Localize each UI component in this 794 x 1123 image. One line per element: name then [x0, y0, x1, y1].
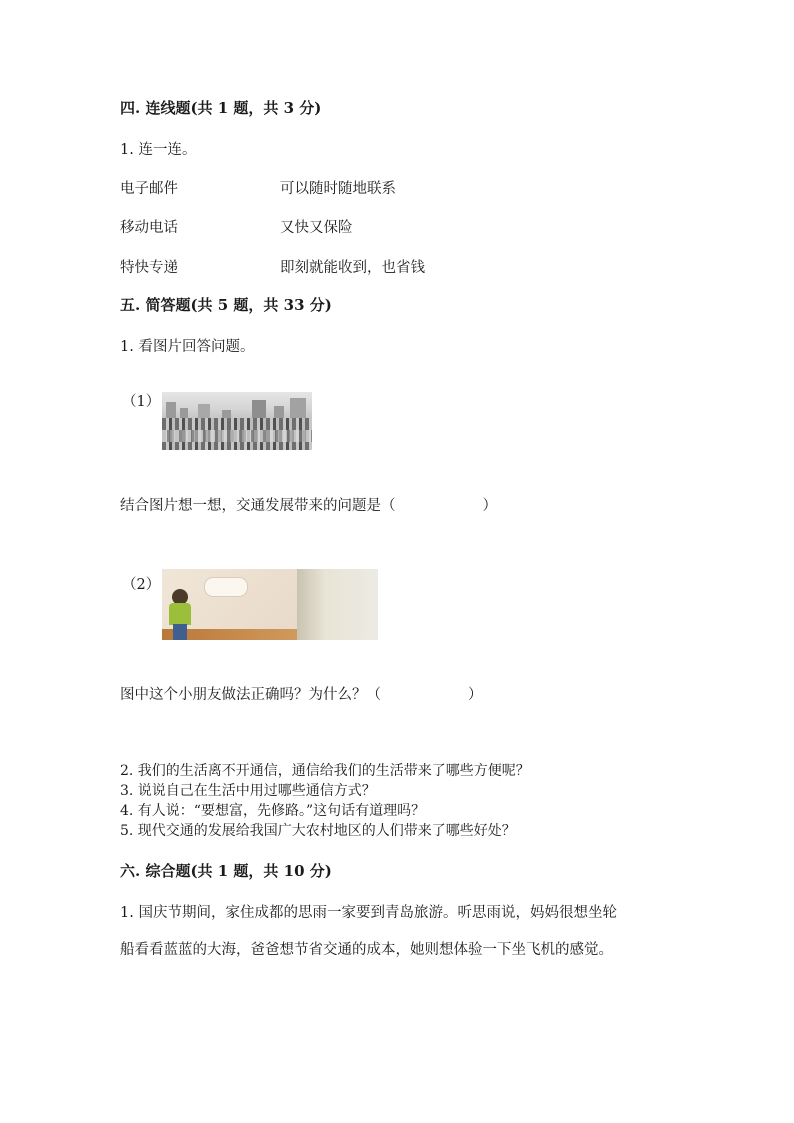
section4-question-1: 1. 连一连。: [120, 142, 197, 158]
section4-title: 四. 连线题(共 1 题，共 3 分): [120, 99, 322, 117]
section5-question-2: 2. 我们的生活离不开通信，通信给我们的生活带来了哪些方便呢？: [120, 763, 530, 779]
section6-question-1-line2: 船看看蓝蓝的大海，爸爸想节省交通的成本，她则想体验一下坐飞机的感觉。: [120, 942, 613, 958]
section5-title: 五. 简答题(共 5 题，共 33 分): [120, 296, 332, 314]
section6-question-1-line1: 1. 国庆节期间，家住成都的思雨一家要到青岛旅游。听思雨说，妈妈很想坐轮: [120, 905, 617, 921]
match-right-1: 可以随时随地联系: [280, 181, 396, 197]
section6-title: 六. 综合题(共 1 题，共 10 分): [120, 862, 332, 880]
traffic-jam-image: [162, 392, 312, 450]
section5-question-1: 1. 看图片回答问题。: [120, 339, 255, 355]
match-right-2: 又快又保险: [280, 220, 353, 236]
section5-question-4: 4. 有人说：“要想富，先修路。”这句话有道理吗？: [120, 803, 426, 819]
sub-question-2-label: （2）: [122, 577, 161, 593]
match-left-3: 特快专递: [120, 260, 178, 276]
match-right-3: 即刻就能收到，也省钱: [280, 260, 425, 276]
match-left-1: 电子邮件: [120, 181, 178, 197]
match-left-2: 移动电话: [120, 220, 178, 236]
child-illustration-image: [162, 569, 378, 640]
section5-question-5: 5. 现代交通的发展给我国广大农村地区的人们带来了哪些好处？: [120, 823, 516, 839]
section5-question-3: 3. 说说自己在生活中用过哪些通信方式？: [120, 783, 376, 799]
sub-question-2: 图中这个小朋友做法正确吗？为什么？（ ）: [120, 687, 483, 703]
sub-question-1: 结合图片想一想，交通发展带来的问题是（ ）: [120, 498, 497, 514]
sub-question-1-label: （1）: [122, 394, 161, 410]
